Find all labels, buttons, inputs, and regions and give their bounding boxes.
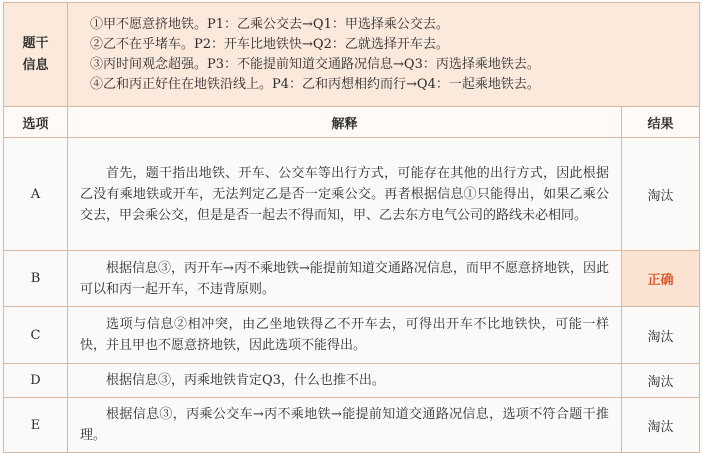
option-result: 淘汰: [622, 364, 700, 398]
stem-info-lines: [68, 3, 700, 107]
option-result: 淘汰: [622, 307, 700, 364]
stem-info-line: ④乙和丙正好住在地铁沿线上。P4：乙和丙想相约而行→Q4：一起乘地铁去。: [90, 76, 540, 92]
stem-info-line: ②乙不在乎堵车。P2：开车比地铁快→Q2：乙就选择开车去。: [90, 36, 449, 52]
option-result: 淘汰: [622, 398, 700, 453]
stem-info-label-line2: 信息: [22, 57, 49, 73]
stem-info-row: [4, 3, 700, 107]
option-explanation: 选项与信息②相冲突，由乙坐地铁得乙不开车去，可得出开车不比地铁快，可能一样快，并且甲也不愿意挤地铁，因此选项不能得出。: [68, 307, 622, 364]
option-letter: B: [4, 251, 68, 307]
option-result: 淘汰: [622, 138, 700, 251]
analysis-table: [3, 2, 700, 453]
table-row: [4, 138, 700, 251]
option-letter: C: [4, 307, 68, 364]
option-letter: A: [4, 138, 68, 251]
option-letter: E: [4, 398, 68, 453]
table-row: [4, 398, 700, 453]
header-result: 结果: [622, 107, 700, 138]
table-row: [4, 251, 700, 307]
option-explanation: 首先，题干指出地铁、开车、公交车等出行方式，可能存在其他的出行方式，因此根据乙没有乘地铁或开车，无法判定乙是否一定乘公交。再者根据信息①只能得出，如果乙乘公交去，甲会乘公交，但是是否一起去不得而知，甲、乙去东方电气公司的路线未必相同。: [68, 138, 622, 251]
option-explanation: 根据信息③，丙开车→丙不乘地铁→能提前知道交通路况信息，而甲不愿意挤地铁，因此可以和丙一起开车，不违背原则。: [68, 251, 622, 307]
option-explanation: 根据信息③，丙乘公交车→丙不乘地铁→能提前知道交通路况信息，选项不符合题干推理。: [68, 398, 622, 453]
stem-info-label: [4, 3, 68, 107]
stem-info-line: ①甲不愿意挤地铁。P1：乙乘公交去→Q1：甲选择乘公交去。: [90, 16, 449, 32]
option-result-correct: 正确: [622, 251, 700, 307]
stem-info-label-line1: 题干: [22, 35, 49, 51]
stem-info-line: ③丙时间观念超强。P3：不能提前知道交通路况信息→Q3：丙选择乘地铁去。: [90, 56, 540, 72]
option-explanation: 根据信息③，丙乘地铁肯定Q3，什么也推不出。: [68, 364, 622, 398]
table-header-row: [4, 107, 700, 138]
header-option: 选项: [4, 107, 68, 138]
header-explanation: 解释: [68, 107, 622, 138]
option-letter: D: [4, 364, 68, 398]
table-row: [4, 307, 700, 364]
table-row: [4, 364, 700, 398]
